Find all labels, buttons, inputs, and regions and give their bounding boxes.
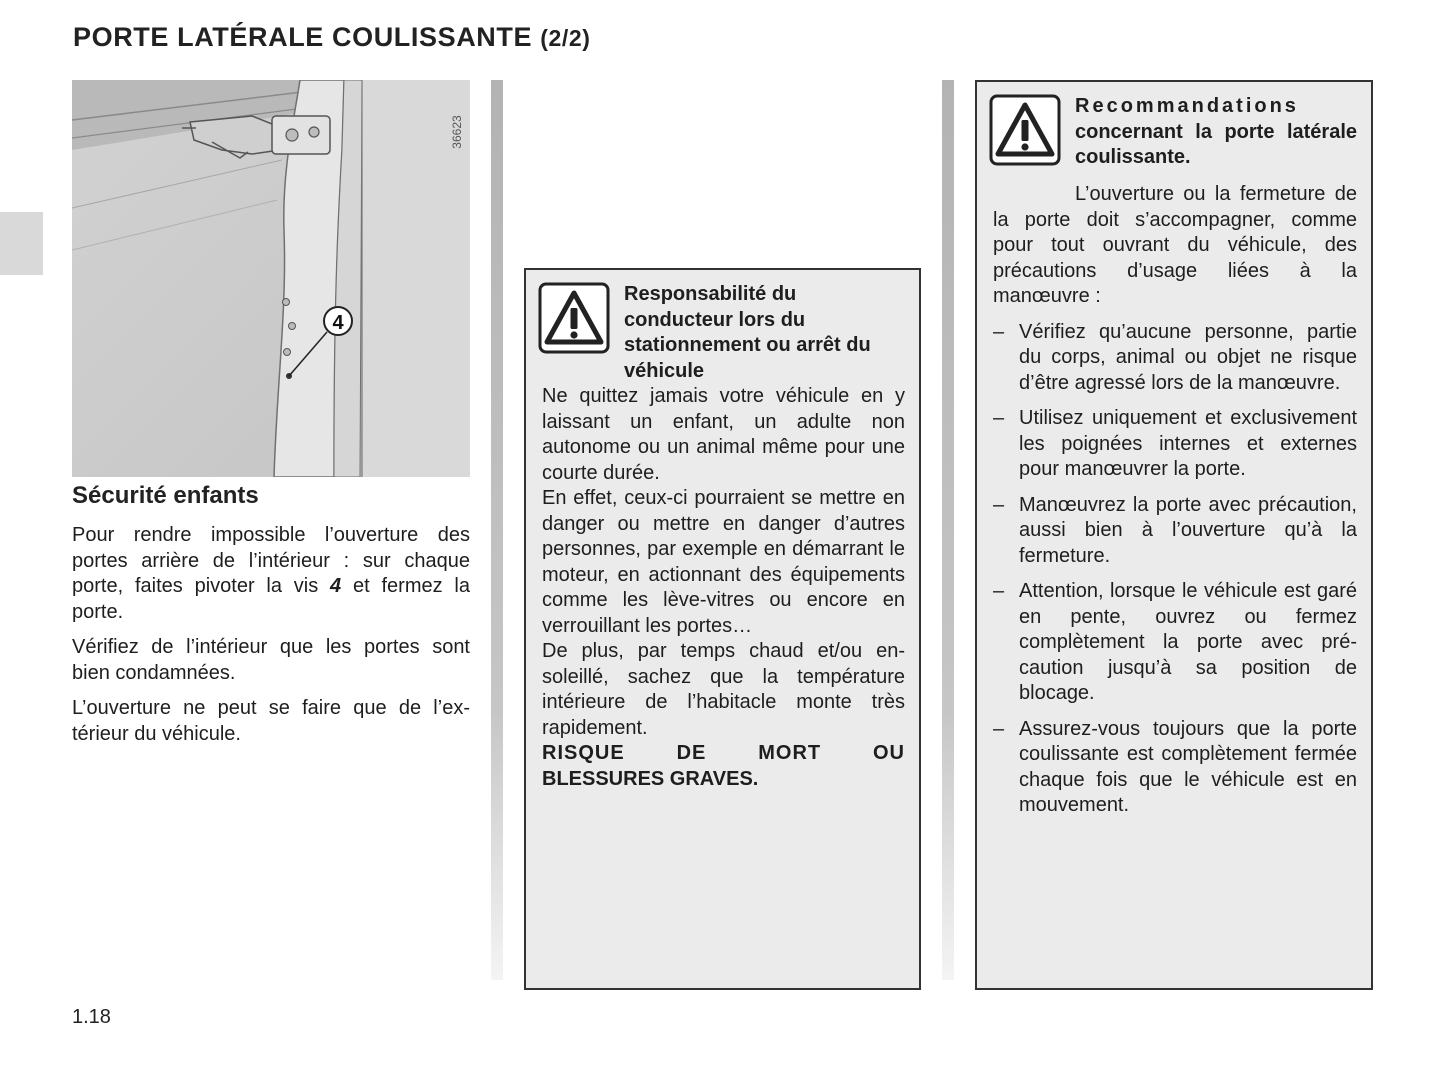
child-safety-paragraph-3: L’ouverture ne peut se faire que de l’extérieur du véhicule. <box>72 697 470 745</box>
warning-driver-risk-line-1: RISQUE DE MORT OU <box>542 742 905 764</box>
page-title-suffix: (2/2) <box>540 25 591 51</box>
section-tab-marker <box>0 212 43 275</box>
warning-driver-paragraph-3: De plus, par temps chaud et/ou ensoleillé, sachez que la température intérieure de l’habitacle monte très rapidement. <box>542 640 905 739</box>
child-safety-p1-end: et fermez la porte. <box>72 575 470 623</box>
door-latch-illustration <box>72 80 470 477</box>
list-item-text: Manœuvrez la porte avec précaution, aussi bien à l’ouverture qu’à la fermeture. <box>1019 493 1357 567</box>
list-item-text: Utilisez uniquement et exclusivement les poignées internes et externes pour manœuvrer la porte. <box>1019 407 1357 480</box>
list-item <box>993 493 1357 570</box>
page-title-text: PORTE LATÉRALE COULISSANTE <box>73 22 533 52</box>
list-dash: – <box>993 320 1005 343</box>
warning-door-title-line-1: Recommandations <box>1075 95 1299 117</box>
door-latch-drawing <box>72 80 470 477</box>
list-dash: – <box>993 493 1005 516</box>
callout-4-label: 4 <box>332 312 344 334</box>
list-dash: – <box>993 407 1005 429</box>
list-dash: – <box>993 717 1005 740</box>
page-number: 1.18 <box>72 1006 111 1028</box>
list-item-text: Vérifiez qu’aucune personne, partie du corps, animal ou objet ne risque d’être agressé lors de la manœuvre. <box>1019 320 1357 394</box>
child-safety-heading: Sécurité enfants <box>72 482 259 509</box>
figure-ref-number: 36623 <box>450 115 464 149</box>
list-item <box>993 320 1357 397</box>
page-title <box>73 22 591 53</box>
warning-box-sliding-door <box>975 80 1373 990</box>
warning-driver-paragraph-1: Ne quittez jamais votre véhicule en y laissant un enfant, un adulte non autonome ou un animal même pour une courte durée. <box>542 385 905 484</box>
child-safety-text <box>72 523 470 757</box>
list-dash: – <box>993 580 1005 602</box>
list-item <box>993 406 1357 483</box>
warning-driver-paragraph-2: En effet, ceux-ci pourraient se mettre en danger ou mettre en danger d’autres personnes, par exemple en démarrant le moteur, en actionnant des équipements comme les lève-vitres ou encore en verrouillant les portes… <box>542 487 905 637</box>
warning-door-title-rest: concernant la porte latérale coulissante. <box>1075 120 1357 168</box>
warning-door-title <box>1075 94 1357 171</box>
child-safety-paragraph-1 <box>72 523 470 625</box>
list-item <box>993 717 1357 819</box>
screw-reference: 4 <box>330 575 342 597</box>
warning-door-text <box>993 182 1357 819</box>
recommendations-list <box>993 320 1357 819</box>
list-item <box>993 579 1357 707</box>
warning-door-intro: L’ouverture ou la fermeture de la porte doit s’accompagner, comme pour tout ouvrant du véhicule, des précautions d’usage liées à la manœuvre : <box>993 183 1357 307</box>
warning-driver-text <box>542 384 905 792</box>
child-safety-paragraph-2: Vérifiez de l’intérieur que les portes sont bien condamnées. <box>72 636 470 684</box>
warning-driver-title: Responsabilité du conducteur lors du stationnement ou arrêt du véhicule <box>624 283 871 382</box>
warning-box-driver-responsibility <box>524 268 921 990</box>
warning-driver-risk-line-2: BLESSURES GRAVES. <box>542 767 759 790</box>
child-safety-p1-start: Pour rendre impossible l’ouverture des portes arrière de l’intérieur : sur chaque porte, faites pivoter la vis <box>72 524 470 597</box>
column-separator-1 <box>491 80 503 980</box>
list-item-text: Attention, lorsque le véhicule est garé en pente, ouvrez ou fermez complètement la porte avec précaution jusqu’à sa position de blocage. <box>1019 580 1357 704</box>
column-separator-2 <box>942 80 954 980</box>
warning-triangle-icon <box>538 282 610 354</box>
list-item-text: Assurez-vous toujours que la porte coulissante est complètement fermée chaque fois que le véhicule est en mouvement. <box>1019 717 1357 816</box>
warning-triangle-icon <box>989 94 1061 166</box>
